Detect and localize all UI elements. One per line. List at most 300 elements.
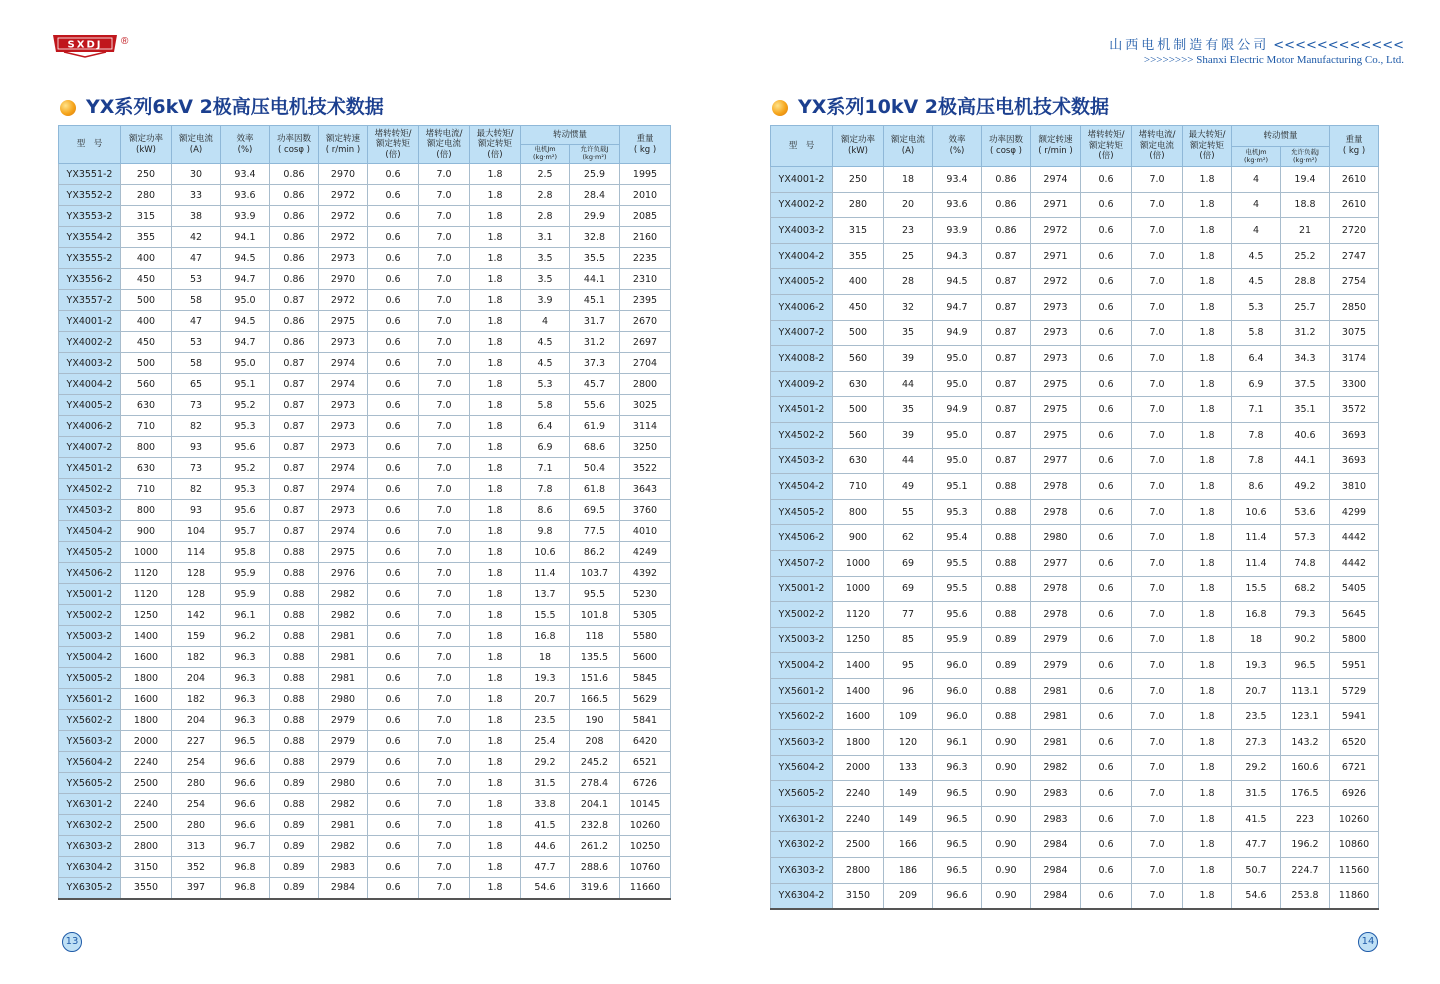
table-cell: 2984 bbox=[319, 878, 368, 899]
table-cell: 0.87 bbox=[270, 374, 319, 395]
page-number-left: 13 bbox=[62, 932, 82, 952]
table-cell: 96.0 bbox=[933, 704, 982, 730]
model-cell: YX4009-2 bbox=[771, 371, 833, 397]
table-cell: 159 bbox=[172, 626, 221, 647]
table-cell: 1.8 bbox=[470, 353, 521, 374]
model-cell: YX4502-2 bbox=[59, 479, 121, 500]
table-cell: 0.89 bbox=[270, 836, 319, 857]
table-cell: 93.9 bbox=[933, 218, 982, 244]
table-cell: 30 bbox=[172, 164, 221, 185]
table-cell: 0.90 bbox=[982, 883, 1031, 909]
table-cell: 25 bbox=[884, 243, 933, 269]
table-cell: 65 bbox=[172, 374, 221, 395]
table-cell: 232.8 bbox=[570, 815, 620, 836]
table-cell: 1.8 bbox=[470, 710, 521, 731]
table-cell: 96.1 bbox=[221, 605, 270, 626]
table-cell: 7.0 bbox=[419, 248, 470, 269]
table-cell: 0.88 bbox=[982, 499, 1031, 525]
table-cell: 0.86 bbox=[270, 164, 319, 185]
table-cell: 2978 bbox=[1031, 474, 1081, 500]
table-cell: 4 bbox=[1232, 218, 1281, 244]
table-row bbox=[59, 311, 671, 332]
table-cell: 32.8 bbox=[570, 227, 620, 248]
table-cell: 19.3 bbox=[521, 668, 570, 689]
table-cell: 288.6 bbox=[570, 857, 620, 878]
table-cell: 500 bbox=[121, 353, 172, 374]
table-cell: 1.8 bbox=[470, 269, 521, 290]
table-row bbox=[59, 542, 671, 563]
table-cell: 0.89 bbox=[270, 878, 319, 899]
table-cell: 0.6 bbox=[1081, 806, 1132, 832]
model-cell: YX4004-2 bbox=[771, 243, 833, 269]
table-cell: 0.6 bbox=[368, 416, 419, 437]
header-current: 额定电流 (A) bbox=[884, 126, 933, 167]
table-cell: 37.5 bbox=[1281, 371, 1330, 397]
table-cell: 10250 bbox=[620, 836, 671, 857]
table-cell: 7.0 bbox=[1132, 422, 1183, 448]
table-cell: 0.6 bbox=[368, 500, 419, 521]
model-cell: YX5001-2 bbox=[59, 584, 121, 605]
table-cell: 0.6 bbox=[1081, 576, 1132, 602]
table-cell: 0.87 bbox=[270, 479, 319, 500]
table-cell: 0.87 bbox=[270, 437, 319, 458]
table-cell: 95.4 bbox=[933, 525, 982, 551]
table-cell: 190 bbox=[570, 710, 620, 731]
table-cell: 7.0 bbox=[419, 605, 470, 626]
table-cell: 94.5 bbox=[933, 269, 982, 295]
table-row bbox=[771, 218, 1379, 244]
table-cell: 0.89 bbox=[982, 627, 1031, 653]
table-cell: 800 bbox=[121, 437, 172, 458]
header-efficiency: 效率 (%) bbox=[221, 126, 270, 164]
table-cell: 166.5 bbox=[570, 689, 620, 710]
model-cell: YX5004-2 bbox=[59, 647, 121, 668]
table-cell: 7.0 bbox=[1132, 832, 1183, 858]
model-cell: YX4504-2 bbox=[771, 474, 833, 500]
table-cell: 0.88 bbox=[982, 678, 1031, 704]
table-cell: 2975 bbox=[1031, 397, 1081, 423]
table-cell: 1995 bbox=[620, 164, 671, 185]
table-cell: 93.9 bbox=[221, 206, 270, 227]
table-cell: 95.7 bbox=[221, 521, 270, 542]
table-cell: 57.3 bbox=[1281, 525, 1330, 551]
table-cell: 315 bbox=[121, 206, 172, 227]
table-cell: 2981 bbox=[1031, 730, 1081, 756]
table-cell: 96.5 bbox=[221, 731, 270, 752]
table-cell: 120 bbox=[884, 730, 933, 756]
table-cell: 0.6 bbox=[368, 395, 419, 416]
table-cell: 1.8 bbox=[470, 836, 521, 857]
table-cell: 95.1 bbox=[221, 374, 270, 395]
table-cell: 0.6 bbox=[1081, 832, 1132, 858]
table-cell: 560 bbox=[121, 374, 172, 395]
table-cell: 4.5 bbox=[1232, 243, 1281, 269]
table-cell: 280 bbox=[172, 773, 221, 794]
table-cell: 0.6 bbox=[368, 563, 419, 584]
table-cell: 0.6 bbox=[368, 668, 419, 689]
table-cell: 2310 bbox=[620, 269, 671, 290]
right-page-title: YX系列10kV 2极高压电机技术数据 bbox=[798, 96, 1110, 118]
model-cell: YX4006-2 bbox=[771, 294, 833, 320]
model-cell: YX4004-2 bbox=[59, 374, 121, 395]
table-cell: 261.2 bbox=[570, 836, 620, 857]
table-cell: 2978 bbox=[1031, 499, 1081, 525]
header-power-factor: 功率因数 ( cosφ ) bbox=[982, 126, 1031, 167]
table-cell: 18 bbox=[521, 647, 570, 668]
header-speed: 额定转速 ( r/min ) bbox=[319, 126, 368, 164]
table-cell: 1.8 bbox=[470, 794, 521, 815]
table-cell: 2973 bbox=[319, 395, 368, 416]
table-cell: 0.88 bbox=[270, 626, 319, 647]
table-cell: 0.88 bbox=[982, 576, 1031, 602]
table-cell: 1.8 bbox=[470, 479, 521, 500]
table-row bbox=[771, 883, 1379, 909]
table-cell: 2981 bbox=[319, 815, 368, 836]
model-cell: YX4501-2 bbox=[59, 458, 121, 479]
model-cell: YX4504-2 bbox=[59, 521, 121, 542]
table-cell: 11.4 bbox=[521, 563, 570, 584]
table-cell: 0.6 bbox=[368, 605, 419, 626]
table-cell: 8.6 bbox=[521, 500, 570, 521]
table-cell: 96.5 bbox=[933, 858, 982, 884]
table-cell: 224.7 bbox=[1281, 858, 1330, 884]
table-cell: 3075 bbox=[1330, 320, 1379, 346]
table-cell: 86.2 bbox=[570, 542, 620, 563]
table-cell: 5230 bbox=[620, 584, 671, 605]
table-cell: 39 bbox=[884, 346, 933, 372]
table-cell: 41.5 bbox=[521, 815, 570, 836]
table-cell: 77.5 bbox=[570, 521, 620, 542]
table-cell: 1.8 bbox=[1183, 448, 1232, 474]
table-cell: 3693 bbox=[1330, 448, 1379, 474]
table-cell: 16.8 bbox=[1232, 602, 1281, 628]
table-cell: 0.6 bbox=[368, 164, 419, 185]
table-cell: 95.0 bbox=[221, 353, 270, 374]
table-cell: 1.8 bbox=[470, 437, 521, 458]
table-cell: 0.86 bbox=[982, 192, 1031, 218]
table-cell: 204.1 bbox=[570, 794, 620, 815]
table-cell: 1.8 bbox=[470, 164, 521, 185]
table-cell: 280 bbox=[121, 185, 172, 206]
model-cell: YX4005-2 bbox=[59, 395, 121, 416]
table-row bbox=[59, 605, 671, 626]
table-cell: 1.8 bbox=[470, 416, 521, 437]
table-cell: 2500 bbox=[121, 773, 172, 794]
table-cell: 0.6 bbox=[1081, 883, 1132, 909]
table-cell: 0.88 bbox=[270, 563, 319, 584]
table-cell: 96.3 bbox=[221, 689, 270, 710]
table-cell: 0.6 bbox=[368, 794, 419, 815]
table-cell: 96.0 bbox=[933, 678, 982, 704]
table-cell: 0.6 bbox=[1081, 422, 1132, 448]
table-cell: 47.7 bbox=[1232, 832, 1281, 858]
registered-mark: ® bbox=[121, 36, 129, 47]
table-cell: 90.2 bbox=[1281, 627, 1330, 653]
table-cell: 186 bbox=[884, 858, 933, 884]
table-cell: 1.8 bbox=[470, 584, 521, 605]
table-cell: 3810 bbox=[1330, 474, 1379, 500]
model-cell: YX3553-2 bbox=[59, 206, 121, 227]
table-cell: 3300 bbox=[1330, 371, 1379, 397]
table-cell: 2980 bbox=[1031, 525, 1081, 551]
table-cell: 7.8 bbox=[521, 479, 570, 500]
table-cell: 1.8 bbox=[1183, 525, 1232, 551]
table-cell: 5580 bbox=[620, 626, 671, 647]
table-row bbox=[59, 500, 671, 521]
table-cell: 3150 bbox=[833, 883, 884, 909]
model-cell: YX5604-2 bbox=[771, 755, 833, 781]
table-cell: 1.8 bbox=[1183, 474, 1232, 500]
table-cell: 95.6 bbox=[221, 500, 270, 521]
table-cell: 95.2 bbox=[221, 458, 270, 479]
table-row bbox=[59, 374, 671, 395]
table-cell: 10260 bbox=[620, 815, 671, 836]
table-cell: 11860 bbox=[1330, 883, 1379, 909]
table-cell: 7.0 bbox=[1132, 371, 1183, 397]
table-row bbox=[771, 448, 1379, 474]
table-cell: 1.8 bbox=[1183, 294, 1232, 320]
table-cell: 93.6 bbox=[933, 192, 982, 218]
table-cell: 96.7 bbox=[221, 836, 270, 857]
table-cell: 5951 bbox=[1330, 653, 1379, 679]
table-cell: 0.6 bbox=[368, 710, 419, 731]
table-cell: 114 bbox=[172, 542, 221, 563]
table-row bbox=[771, 678, 1379, 704]
table-cell: 7.0 bbox=[419, 185, 470, 206]
table-cell: 0.6 bbox=[1081, 781, 1132, 807]
table-cell: 96.3 bbox=[221, 668, 270, 689]
table-cell: 149 bbox=[884, 806, 933, 832]
table-cell: 41.5 bbox=[1232, 806, 1281, 832]
table-cell: 0.90 bbox=[982, 781, 1031, 807]
table-cell: 95.9 bbox=[221, 563, 270, 584]
table-cell: 7.8 bbox=[1232, 448, 1281, 474]
model-cell: YX4507-2 bbox=[771, 550, 833, 576]
table-cell: 31.5 bbox=[1232, 781, 1281, 807]
table-cell: 53.6 bbox=[1281, 499, 1330, 525]
right-table-body bbox=[771, 167, 1379, 909]
table-cell: 37.3 bbox=[570, 353, 620, 374]
table-cell: 2982 bbox=[319, 605, 368, 626]
table-cell: 82 bbox=[172, 479, 221, 500]
table-cell: 2973 bbox=[319, 437, 368, 458]
table-row bbox=[59, 185, 671, 206]
table-cell: 6926 bbox=[1330, 781, 1379, 807]
table-cell: 0.6 bbox=[368, 521, 419, 542]
header-model: 型 号 bbox=[59, 126, 121, 164]
table-cell: 3643 bbox=[620, 479, 671, 500]
table-cell: 47 bbox=[172, 311, 221, 332]
table-cell: 7.0 bbox=[419, 374, 470, 395]
table-cell: 2982 bbox=[1031, 755, 1081, 781]
table-cell: 25.7 bbox=[1281, 294, 1330, 320]
title-bullet-icon bbox=[772, 100, 788, 116]
table-cell: 1.8 bbox=[1183, 576, 1232, 602]
table-cell: 227 bbox=[172, 731, 221, 752]
table-cell: 6520 bbox=[1330, 730, 1379, 756]
table-cell: 0.6 bbox=[1081, 269, 1132, 295]
table-cell: 6721 bbox=[1330, 755, 1379, 781]
table-cell: 20 bbox=[884, 192, 933, 218]
table-cell: 1.8 bbox=[470, 689, 521, 710]
model-cell: YX6301-2 bbox=[59, 794, 121, 815]
table-cell: 95 bbox=[884, 653, 933, 679]
table-row bbox=[59, 878, 671, 899]
table-cell: 4442 bbox=[1330, 525, 1379, 551]
table-cell: 2974 bbox=[319, 479, 368, 500]
model-cell: YX4007-2 bbox=[771, 320, 833, 346]
table-cell: 68.6 bbox=[570, 437, 620, 458]
table-cell: 4 bbox=[1232, 167, 1281, 193]
table-cell: 1.8 bbox=[470, 542, 521, 563]
table-cell: 2975 bbox=[1031, 371, 1081, 397]
table-cell: 31.2 bbox=[1281, 320, 1330, 346]
table-cell: 2704 bbox=[620, 353, 671, 374]
table-cell: 2975 bbox=[1031, 422, 1081, 448]
table-cell: 11.4 bbox=[1232, 550, 1281, 576]
table-cell: 94.5 bbox=[221, 311, 270, 332]
table-cell: 4010 bbox=[620, 521, 671, 542]
table-cell: 118 bbox=[570, 626, 620, 647]
table-cell: 96.6 bbox=[933, 883, 982, 909]
table-cell: 1.8 bbox=[470, 395, 521, 416]
table-cell: 1.8 bbox=[470, 290, 521, 311]
table-cell: 7.0 bbox=[419, 269, 470, 290]
table-cell: 61.9 bbox=[570, 416, 620, 437]
table-cell: 7.1 bbox=[521, 458, 570, 479]
table-cell: 1.8 bbox=[470, 878, 521, 899]
table-cell: 0.87 bbox=[270, 395, 319, 416]
table-cell: 2670 bbox=[620, 311, 671, 332]
table-cell: 0.6 bbox=[368, 206, 419, 227]
table-cell: 96.6 bbox=[221, 815, 270, 836]
table-cell: 96.6 bbox=[221, 794, 270, 815]
table-cell: 1.8 bbox=[1183, 730, 1232, 756]
table-cell: 20.7 bbox=[521, 689, 570, 710]
table-cell: 7.0 bbox=[1132, 448, 1183, 474]
table-cell: 0.6 bbox=[368, 332, 419, 353]
table-cell: 58 bbox=[172, 290, 221, 311]
table-cell: 560 bbox=[833, 346, 884, 372]
table-cell: 0.88 bbox=[270, 752, 319, 773]
model-cell: YX3556-2 bbox=[59, 269, 121, 290]
arrows-decoration-left: >>>>>>>> bbox=[1143, 54, 1194, 66]
table-cell: 7.0 bbox=[1132, 269, 1183, 295]
table-cell: 0.86 bbox=[270, 311, 319, 332]
table-cell: 95.0 bbox=[933, 371, 982, 397]
table-cell: 3.9 bbox=[521, 290, 570, 311]
table-cell: 151.6 bbox=[570, 668, 620, 689]
table-cell: 0.6 bbox=[368, 437, 419, 458]
table-cell: 0.87 bbox=[270, 416, 319, 437]
table-cell: 94.9 bbox=[933, 320, 982, 346]
model-cell: YX4005-2 bbox=[771, 269, 833, 295]
table-cell: 2978 bbox=[1031, 602, 1081, 628]
table-cell: 5.3 bbox=[1232, 294, 1281, 320]
table-cell: 3.5 bbox=[521, 248, 570, 269]
table-cell: 5405 bbox=[1330, 576, 1379, 602]
table-cell: 96.6 bbox=[221, 752, 270, 773]
table-row bbox=[59, 353, 671, 374]
table-cell: 31.5 bbox=[521, 773, 570, 794]
table-cell: 3760 bbox=[620, 500, 671, 521]
table-cell: 9.8 bbox=[521, 521, 570, 542]
table-cell: 2981 bbox=[319, 647, 368, 668]
table-cell: 38 bbox=[172, 206, 221, 227]
header-speed: 额定转速 ( r/min ) bbox=[1031, 126, 1081, 167]
table-cell: 5645 bbox=[1330, 602, 1379, 628]
table-cell: 123.1 bbox=[1281, 704, 1330, 730]
table-cell: 50.4 bbox=[570, 458, 620, 479]
model-cell: YX4002-2 bbox=[59, 332, 121, 353]
table-cell: 7.0 bbox=[1132, 243, 1183, 269]
table-cell: 7.0 bbox=[1132, 627, 1183, 653]
table-cell: 2972 bbox=[1031, 269, 1081, 295]
table-cell: 0.87 bbox=[270, 500, 319, 521]
table-cell: 7.0 bbox=[419, 437, 470, 458]
table-cell: 2973 bbox=[319, 416, 368, 437]
table-cell: 1.8 bbox=[470, 752, 521, 773]
table-cell: 313 bbox=[172, 836, 221, 857]
table-cell: 7.0 bbox=[419, 815, 470, 836]
table-cell: 96.8 bbox=[221, 878, 270, 899]
table-cell: 54.6 bbox=[521, 878, 570, 899]
table-cell: 96 bbox=[884, 678, 933, 704]
table-cell: 1.8 bbox=[1183, 346, 1232, 372]
table-cell: 95.9 bbox=[221, 584, 270, 605]
table-cell: 10145 bbox=[620, 794, 671, 815]
table-row bbox=[771, 346, 1379, 372]
model-cell: YX5001-2 bbox=[771, 576, 833, 602]
model-cell: YX5601-2 bbox=[59, 689, 121, 710]
table-cell: 1600 bbox=[833, 704, 884, 730]
table-row bbox=[59, 269, 671, 290]
header-weight: 重量 ( kg ) bbox=[620, 126, 671, 164]
page-number-right: 14 bbox=[1358, 932, 1378, 952]
table-cell: 0.86 bbox=[270, 332, 319, 353]
table-cell: 49.2 bbox=[1281, 474, 1330, 500]
table-cell: 0.89 bbox=[270, 773, 319, 794]
table-cell: 2977 bbox=[1031, 448, 1081, 474]
table-cell: 2978 bbox=[1031, 576, 1081, 602]
table-cell: 1800 bbox=[121, 668, 172, 689]
table-cell: 3025 bbox=[620, 395, 671, 416]
table-cell: 2972 bbox=[319, 206, 368, 227]
table-cell: 95.5 bbox=[933, 550, 982, 576]
table-cell: 40.6 bbox=[1281, 422, 1330, 448]
table-cell: 4442 bbox=[1330, 550, 1379, 576]
table-cell: 5629 bbox=[620, 689, 671, 710]
table-cell: 1.8 bbox=[470, 458, 521, 479]
table-cell: 2973 bbox=[319, 500, 368, 521]
table-cell: 27.3 bbox=[1232, 730, 1281, 756]
header-locked-torque: 堵转转矩/ 额定转矩 (倍) bbox=[1081, 126, 1132, 167]
model-cell: YX6302-2 bbox=[59, 815, 121, 836]
table-row bbox=[771, 320, 1379, 346]
left-spec-table bbox=[58, 125, 671, 900]
table-cell: 0.6 bbox=[368, 752, 419, 773]
model-cell: YX5605-2 bbox=[771, 781, 833, 807]
table-cell: 2972 bbox=[1031, 218, 1081, 244]
table-cell: 710 bbox=[833, 474, 884, 500]
table-cell: 2981 bbox=[1031, 678, 1081, 704]
table-cell: 5305 bbox=[620, 605, 671, 626]
table-row bbox=[59, 416, 671, 437]
table-cell: 254 bbox=[172, 794, 221, 815]
table-cell: 5.8 bbox=[521, 395, 570, 416]
table-cell: 7.0 bbox=[419, 164, 470, 185]
table-cell: 2973 bbox=[319, 332, 368, 353]
